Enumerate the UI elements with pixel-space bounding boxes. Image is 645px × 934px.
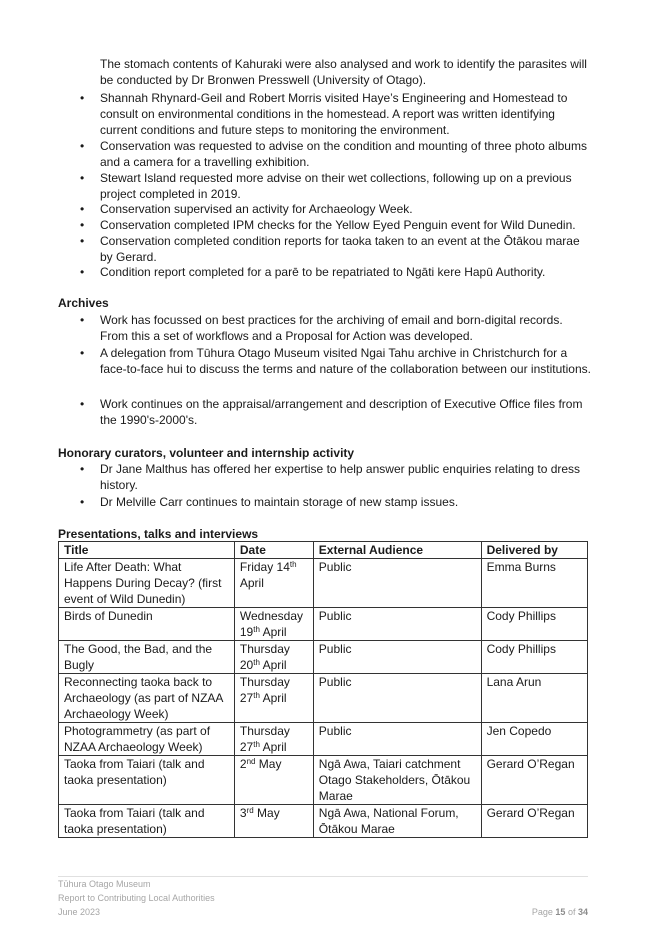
cell-title: Life After Death: What Happens During Decay? (first event of Wild Dunedin) bbox=[59, 559, 235, 608]
section-heading-archives: Archives bbox=[58, 296, 109, 310]
column-header-audience: External Audience bbox=[313, 542, 481, 559]
cell-title: Birds of Dunedin bbox=[59, 608, 235, 641]
list-item: • Conservation supervised an activity for Archaeology Week. bbox=[80, 202, 413, 216]
list-item: • Shannah Rhynard-Geil and Robert Morris visited Haye’s Engineering and Homestead to consult on environmental conditions in the homestead. A report was written identifying current conditions and future steps to monitoring the environment. bbox=[80, 91, 568, 137]
presentations-table bbox=[58, 541, 588, 838]
cell-date: Thursday 27th April bbox=[234, 723, 313, 756]
page-number: Page 15 of 34 bbox=[531, 907, 588, 917]
cell-delivered-by: Lana Arun bbox=[481, 674, 587, 723]
bullet-icon: • bbox=[80, 313, 85, 327]
cell-delivered-by: Gerard O’Regan bbox=[481, 805, 587, 838]
table-row bbox=[59, 805, 588, 838]
column-header-delivered-by: Delivered by bbox=[481, 542, 587, 559]
cell-title: Taoka from Taiari (talk and taoka presentation) bbox=[59, 756, 235, 805]
cell-title: Taoka from Taiari (talk and taoka presentation) bbox=[59, 805, 235, 838]
list-item: • Dr Jane Malthus has offered her expertise to help answer public enquiries relating to dress history. bbox=[80, 462, 581, 492]
cell-delivered-by: Cody Phillips bbox=[481, 641, 587, 674]
table-row bbox=[59, 674, 588, 723]
bullet-icon: • bbox=[80, 218, 85, 232]
cell-title: Photogrammetry (as part of NZAA Archaeology Week) bbox=[59, 723, 235, 756]
cell-audience: Ngā Awa, Taiari catchment Otago Stakeholders, Ōtākou Marae bbox=[313, 756, 481, 805]
list-item: • A delegation from Tūhura Otago Museum visited Ngai Tahu archive in Christchurch for a face-to-face hui to discuss the terms and nature of the collaboration between our institutions. bbox=[80, 346, 591, 376]
bullet-icon: • bbox=[80, 234, 85, 248]
table-row bbox=[59, 559, 588, 608]
column-header-title: Title bbox=[59, 542, 235, 559]
bullet-icon: • bbox=[80, 397, 85, 411]
list-item: • Work has focussed on best practices for the archiving of email and born-digital records. From this a set of workflows and a Proposal for Action was developed. bbox=[80, 313, 563, 343]
footer-date: June 2023 bbox=[58, 907, 101, 917]
cell-delivered-by: Gerard O’Regan bbox=[481, 756, 587, 805]
cell-audience: Public bbox=[313, 608, 481, 641]
cell-date: Wednesday 19th April bbox=[234, 608, 313, 641]
section-heading-honorary: Honorary curators, volunteer and internship activity bbox=[58, 446, 355, 460]
table-row bbox=[59, 723, 588, 756]
bullet-icon: • bbox=[80, 462, 85, 476]
bullet-icon: • bbox=[80, 171, 85, 185]
cell-delivered-by: Cody Phillips bbox=[481, 608, 587, 641]
column-header-date: Date bbox=[234, 542, 313, 559]
list-item: • Stewart Island requested more advise on their wet collections, following up on a previous project completed in 2019. bbox=[80, 171, 572, 201]
table-row bbox=[59, 756, 588, 805]
table-header-row bbox=[59, 542, 588, 559]
footer-report: Report to Contributing Local Authorities bbox=[58, 893, 215, 903]
cell-title: Reconnecting taoka back to Archaeology (as part of NZAA Archaeology Week) bbox=[59, 674, 235, 723]
intro-paragraph: The stomach contents of Kahuraki were also analysed and work to identify the parasites will be conducted by Dr Bronwen Presswell (University of Otago). bbox=[100, 57, 587, 87]
section-heading-presentations: Presentations, talks and interviews bbox=[58, 527, 259, 541]
cell-audience: Public bbox=[313, 559, 481, 608]
list-item: • Dr Melville Carr continues to maintain storage of new stamp issues. bbox=[80, 495, 459, 509]
list-item: • Conservation completed IPM checks for the Yellow Eyed Penguin event for Wild Dunedin. bbox=[80, 218, 576, 232]
cell-date: Thursday 27th April bbox=[234, 674, 313, 723]
cell-date: 3rd May bbox=[234, 805, 313, 838]
cell-delivered-by: Jen Copedo bbox=[481, 723, 587, 756]
bullet-icon: • bbox=[80, 346, 85, 360]
list-item: • Conservation was requested to advise on the condition and mounting of three photo albums and a camera for a travelling exhibition. bbox=[80, 139, 587, 169]
footer-org: Tūhura Otago Museum bbox=[58, 879, 151, 889]
cell-audience: Public bbox=[313, 674, 481, 723]
cell-date: 2nd May bbox=[234, 756, 313, 805]
cell-date: Thursday 20th April bbox=[234, 641, 313, 674]
cell-audience: Ngā Awa, National Forum, Ōtākou Marae bbox=[313, 805, 481, 838]
list-item: • Work continues on the appraisal/arrangement and description of Executive Office files from the 1990's-2000's. bbox=[80, 397, 583, 427]
list-item: • Condition report completed for a parē to be repatriated to Ngāti kere Hapū Authority. bbox=[80, 265, 546, 279]
bullet-icon: • bbox=[80, 91, 85, 105]
table-row bbox=[59, 641, 588, 674]
bullet-icon: • bbox=[80, 495, 85, 509]
bullet-icon: • bbox=[80, 202, 85, 216]
cell-audience: Public bbox=[313, 641, 481, 674]
bullet-icon: • bbox=[80, 139, 85, 153]
table-row bbox=[59, 608, 588, 641]
list-item: • Conservation completed condition reports for taoka taken to an event at the Ōtākou marae by Gerard. bbox=[80, 234, 580, 264]
cell-date: Friday 14th April bbox=[234, 559, 313, 608]
cell-delivered-by: Emma Burns bbox=[481, 559, 587, 608]
cell-audience: Public bbox=[313, 723, 481, 756]
cell-title: The Good, the Bad, and the Bugly bbox=[59, 641, 235, 674]
bullet-icon: • bbox=[80, 265, 85, 279]
